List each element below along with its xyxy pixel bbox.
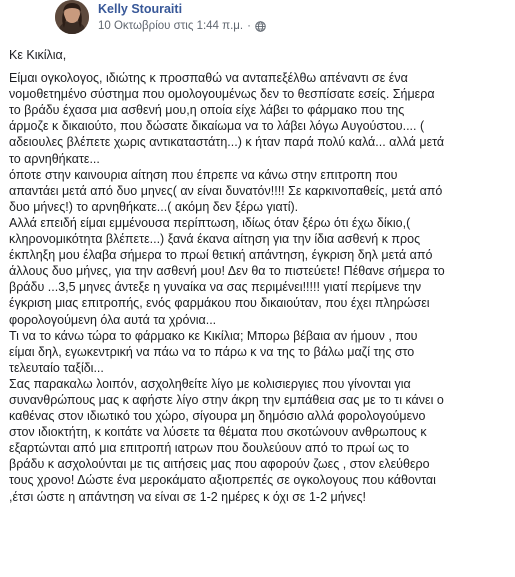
post-text-line: στον ιδιοκτήτη, κ κοιτάτε να λύσετε τα θέματα που σκοτώνουν ανθρωπους κ [9,425,427,440]
post-text-line: νομοθετημένο σύστημα που ομολογουμένως δεν το θεσπίσατε εσείς. Σήμερα [9,87,435,102]
post-text-line: συνανθρώπους μας κ αφήστε λίγο στην άκρη την εμπάθεια σας με το τι κάνει ο [9,392,444,407]
post-text-line: βράδυ ...3,5 μηνες άντεξε η γυναίκα να σας περιμένει!!!!! γιατί περίμενε την [9,280,422,295]
avatar[interactable] [55,0,89,34]
post-text-line: Τι να το κάνω τώρα το φάρμακο κε Κικίλια; Μπορω βέβαια αν ήμουν , που [9,328,418,343]
post-text-line: έγκριση μιας επιτροπής, ενός φαρμάκου που δικαιούταν, που έχει πληρώσει [9,296,430,311]
post-text-line: Είμαι ογκολογος, ιδιώτης κ προσπαθώ να ανταπεξέλθω απέναντι σε ένα [9,71,408,86]
post-text-line: Σας παρακαλω λοιπόν, ασχοληθείτε λίγο με κολισιεργιες που γίνονται για [9,376,411,391]
post-meta [98,20,266,32]
post-text-line: Αλλά επειδή είμαι εμμένουσα περίπτωση, ιδίως όταν ξέρω ότι έχω δίκιο,( [9,215,411,230]
post-text-line: όποτε στην καινουρια αίτηση που έπρεπε να κάνω στην επιτροπη που [9,167,398,182]
post-timestamp-link[interactable]: 10 Οκτωβρίου στις 1:44 π.μ. [98,20,244,32]
post-text-line: είμαι δηλ, εγωκεντρική να πάω να το πάρω κ να της το βάλω μαζί της στο [9,344,415,359]
post-text-line: αδειουλες βλέπετε χωρις αντικαταστάτη...) κ ήταν παρά πολύ καλά... αλλά μετά [9,135,445,150]
post-header [9,0,507,40]
profile-photo-icon [55,0,89,34]
post-message [9,47,507,505]
post-text-line: εξαρτώνται από μια επιτροπή ιατρων που δουλεύουν από το πρωί ως το [9,441,410,456]
post-text-line: ,έτσι ώστε η απάντηση να είναι σε 1-2 ημέρες κ όχι σε 1-2 μήνες! [9,489,366,504]
globe-icon[interactable] [255,21,266,32]
post-text-line: κληρονομικότητα βλέπετε...) ξανά έκανα αίτηση για την ίδια ασθενή κ προς [9,232,421,247]
author-name-link[interactable]: Kelly Stouraiti [98,2,183,16]
post-text-line: άρμοζε κ δικαιούτο, που δώσατε δικαίωμα να το λάβει λόγω Αυγούστου.... ( [9,119,425,134]
post-text-line: καθένας στον ιδιωτικό του χώρο, σίγουρα μη δημόσιο αλλά φορολογούμενο [9,409,426,424]
post-greeting: Κε Κικίλια, [9,48,67,62]
post-text-line: τους χρονο! Δώστε ένα μεροκάματο αξιοπρεπές σε ογκολογους που κάθονται [9,473,436,488]
post-text-line: το βράδυ έχασα μια ασθενή μου,η οποία είχε λάβει το φάρμακο που της [9,103,405,118]
post-text-line: άλλους δυο μήνες, για την ασθενή μου! Δεν θα το πιστεύετε! Πέθανε σήμερα το [9,264,445,279]
post-text-line: φορολογούμενη όλα αυτά τα χρόνια... [9,312,217,327]
post-paragraph [9,70,507,505]
post-text-line: τελευταίο ταξίδι... [9,360,104,375]
post-text-line: απαντάει μετά από δυο μηνες( αν είναι δυνατόν!!!! Σε καρκινοπαθείς, μετά από [9,183,443,198]
post-text-line: έκπληξη μου έλαβα σήμερα το πρωί θετική απάντηση, έγκριση δηλ μετά από [9,248,433,263]
post-text-line: δυο μήνες!) το αρνηθήκατε...( ακόμη δεν ξέρω γιατί). [9,199,299,214]
post-text-line: το αρνηθήκατε... [9,151,100,166]
post-text-line: βράδυ κ ασχολούνται με τις αιτήσεις μας που αφορούν ζωες , στον ελεύθερο [9,457,430,472]
meta-separator: · [247,20,251,32]
